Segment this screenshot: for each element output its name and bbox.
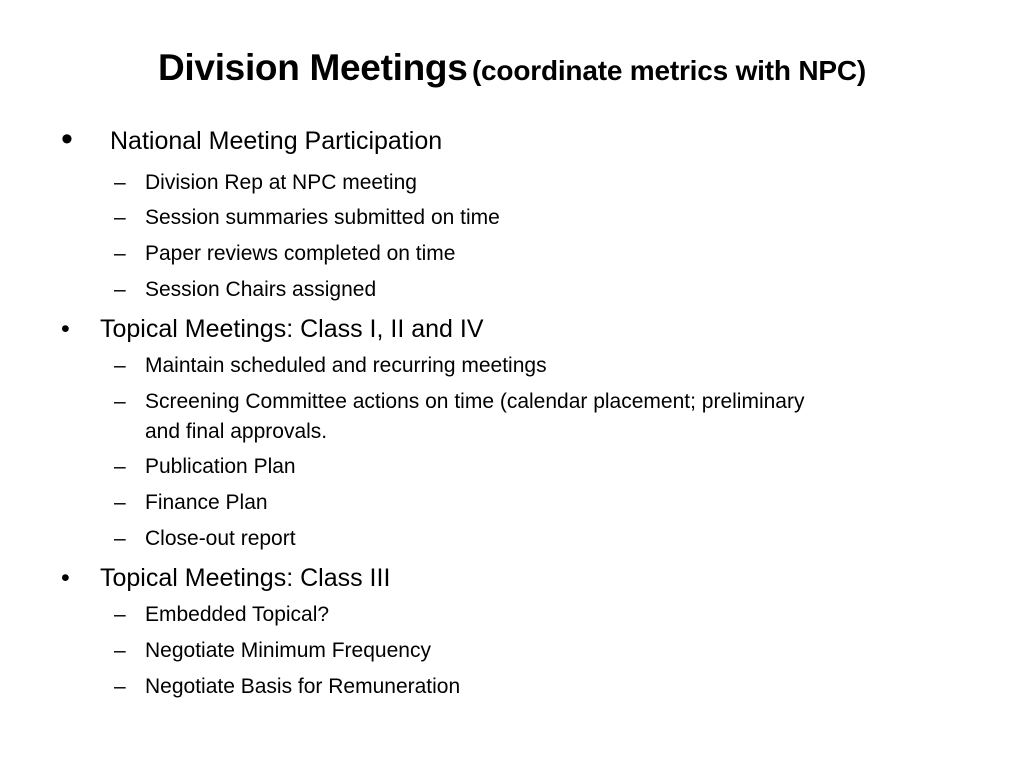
list-item: Division Rep at NPC meeting (145, 171, 417, 194)
dash-marker: – (114, 455, 126, 478)
dash-marker: – (114, 354, 126, 377)
list-item: Screening Committee actions on time (calendar placement; preliminary (145, 390, 805, 413)
dash-marker: – (114, 278, 126, 301)
bullet-marker: • (61, 315, 70, 343)
list-item: Negotiate Basis for Remuneration (145, 675, 461, 698)
dash-marker: – (114, 206, 126, 229)
section-heading: National Meeting Participation (110, 127, 443, 155)
section-heading: Topical Meetings: Class III (100, 564, 391, 592)
dash-marker: – (114, 242, 126, 265)
dash-marker: – (114, 639, 126, 662)
list-item: Negotiate Minimum Frequency (145, 639, 431, 662)
dash-marker: – (114, 491, 126, 514)
dash-marker: – (114, 603, 126, 626)
list-item-continuation: and final approvals. (145, 420, 328, 443)
section-heading: Topical Meetings: Class I, II and IV (100, 315, 484, 343)
dash-marker: – (114, 390, 126, 413)
list-item: Session summaries submitted on time (145, 206, 500, 229)
dash-marker: – (114, 527, 126, 550)
list-item: Maintain scheduled and recurring meetings (145, 354, 547, 377)
title-main: Division Meetings (158, 47, 468, 88)
list-item: Embedded Topical? (145, 603, 330, 626)
list-item: Close-out report (145, 527, 296, 550)
list-item: Finance Plan (145, 491, 268, 514)
dash-marker: – (114, 171, 126, 194)
bullet-marker: • (61, 564, 70, 592)
title-subtitle: (coordinate metrics with NPC) (471, 55, 866, 86)
list-item: Publication Plan (145, 455, 296, 478)
list-item: Paper reviews completed on time (145, 242, 456, 265)
list-item: Session Chairs assigned (145, 278, 377, 301)
bullet-marker: • (61, 120, 73, 158)
dash-marker: – (114, 675, 126, 698)
